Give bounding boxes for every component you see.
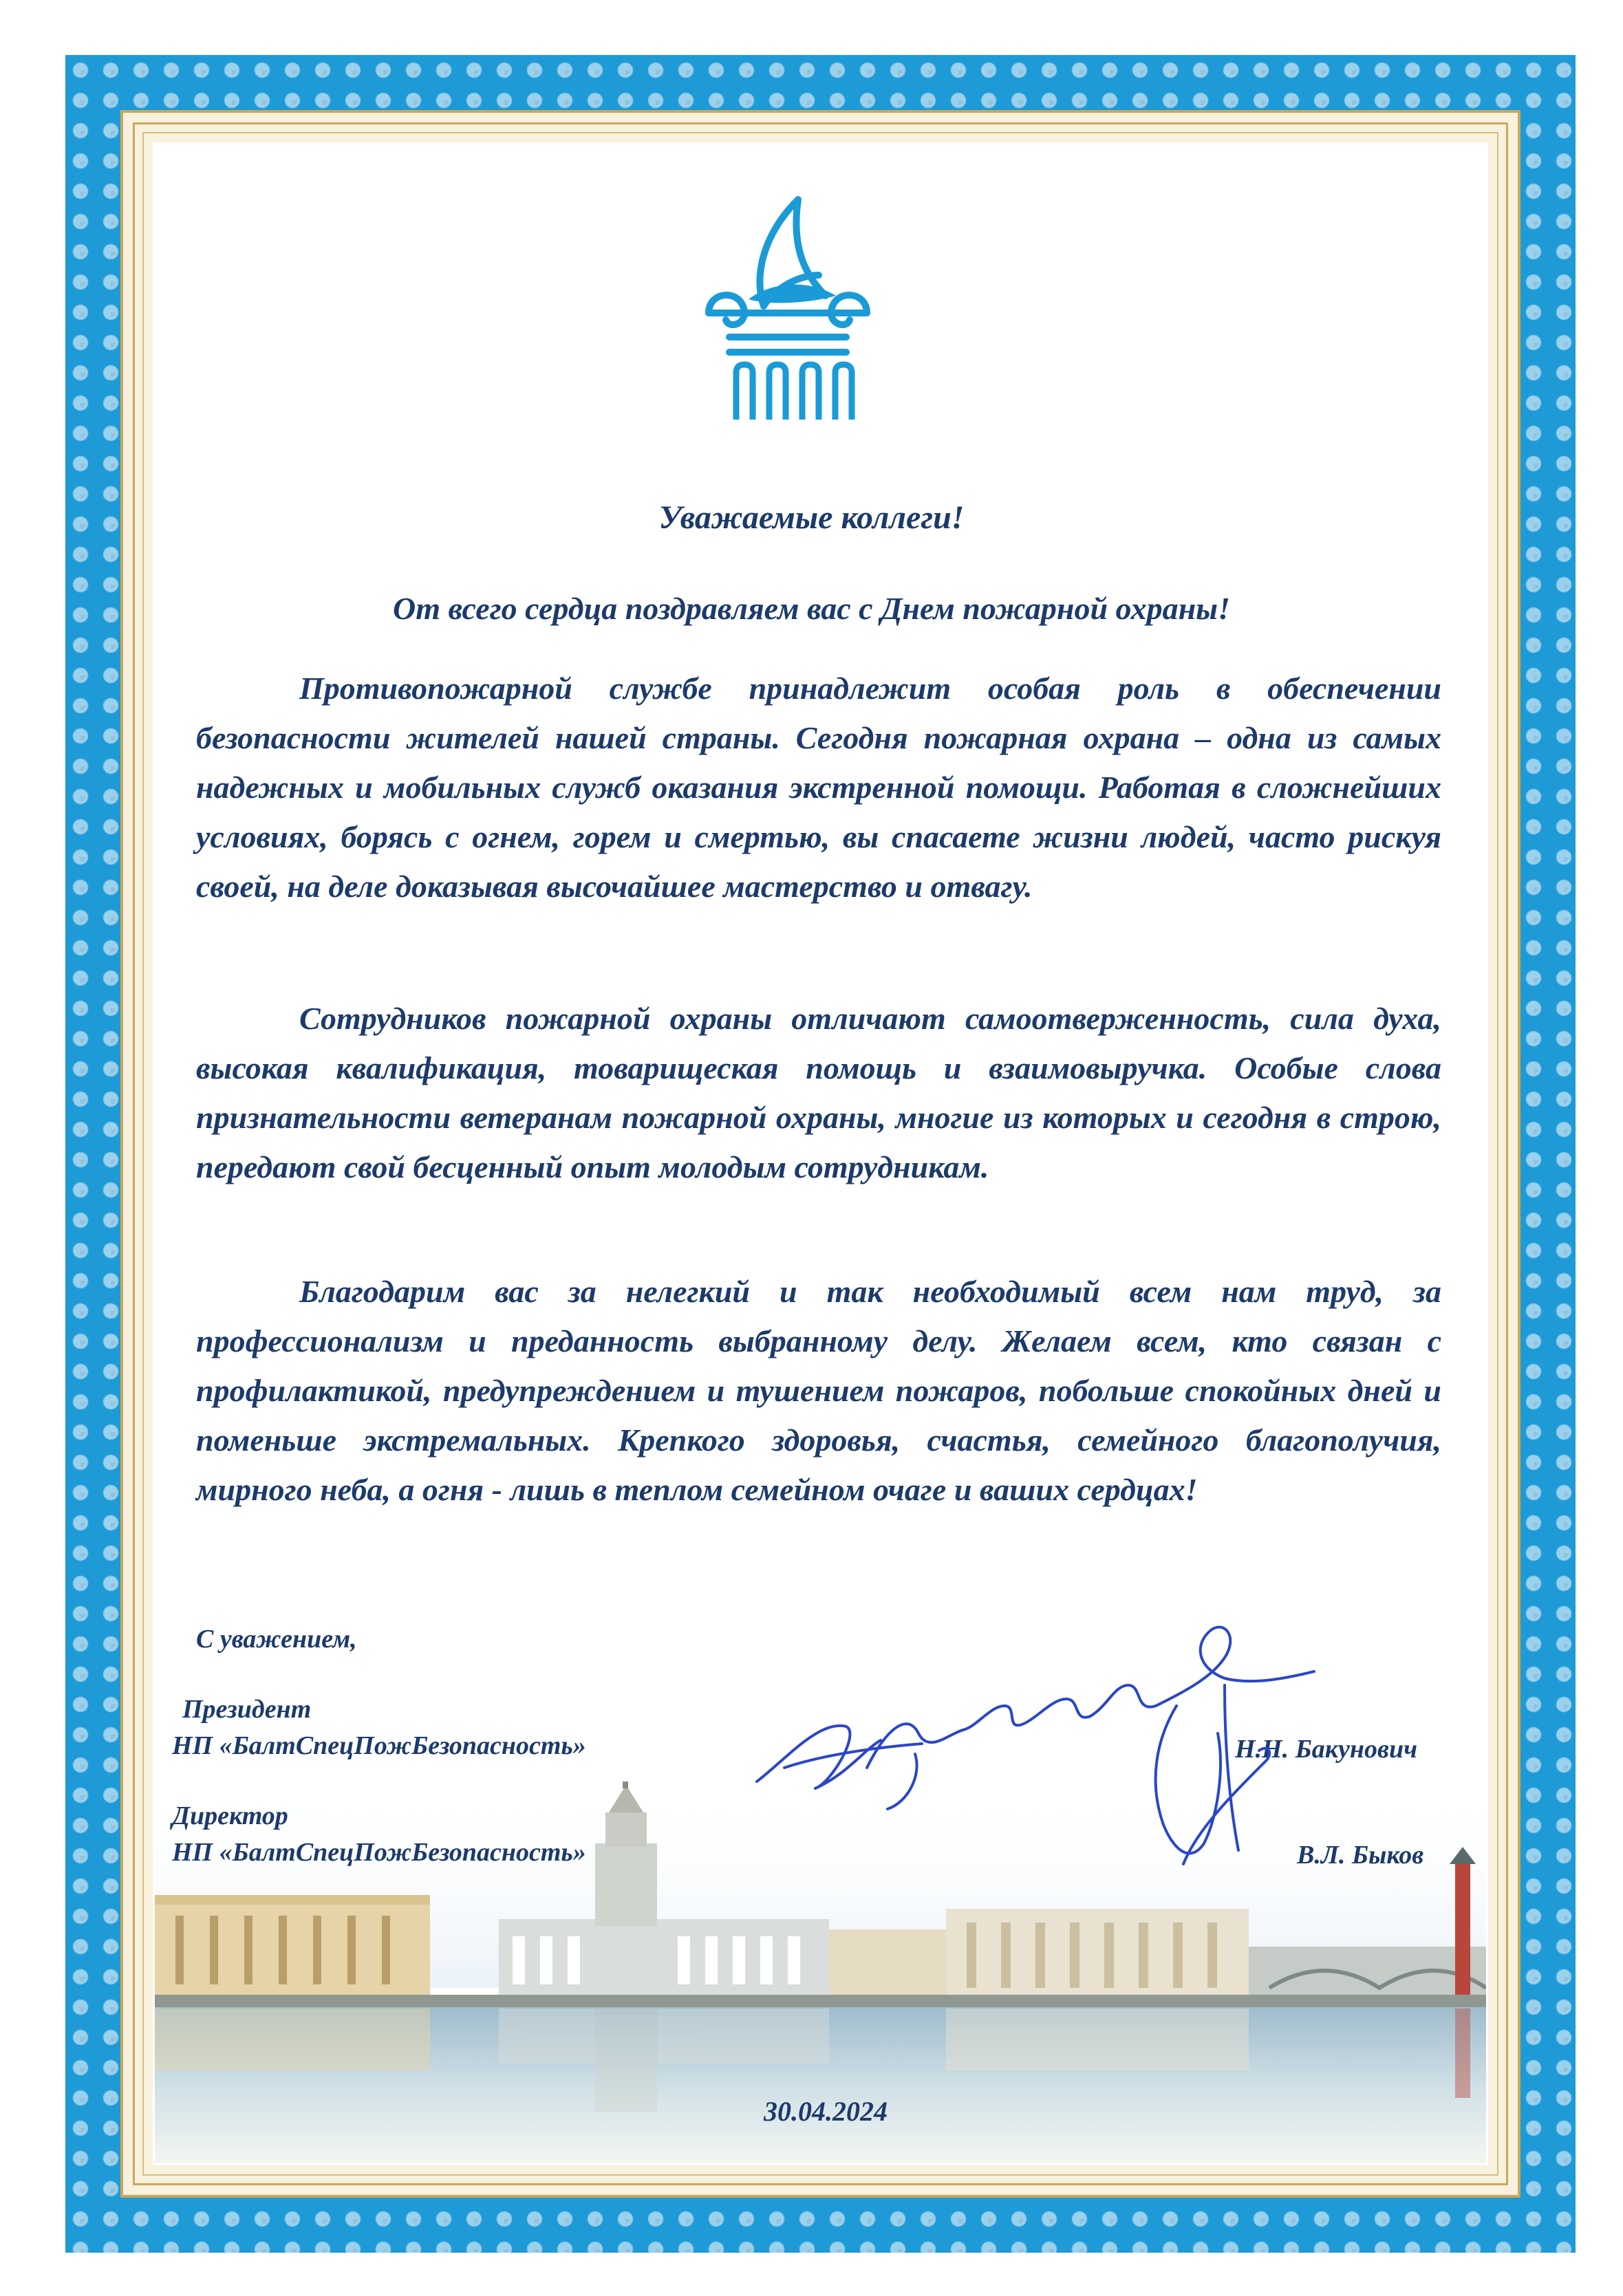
- director-title: Директор: [172, 1801, 288, 1830]
- quill-column-logo-icon: [688, 193, 888, 426]
- letter-paragraph: Благодарим вас за нелегкий и так необходимый всем нам труд, за профессионализм и преданность выбранному делу. Желаем всем, кто связан с профилактикой, предупреждением и тушением пожаров, побольше спокойных дней и поменьше экстремальных. Крепкого здоровья, счастья, семейного благополучия, мирного неба, а огня - лишь в теплом семейном очаге и ваших сердцах!: [196, 1274, 1441, 1507]
- president-organization: НП «БалтСпецПожБезопасность»: [172, 1731, 586, 1760]
- president-title: Президент: [182, 1695, 312, 1724]
- letter-paragraph: Противопожарной службе принадлежит особая роль в обеспечении безопасности жителей нашей страны. Сегодня пожарная охрана – одна из самых надежных и мобильных служб оказания экстренной помощи. Работая в сложнейших условиях, борясь с огнем, горем и смертью, вы спасаете жизни людей, часто рискуя своей, на деле доказывая высочайшее мастерство и отвагу.: [196, 671, 1441, 904]
- congratulation-headline: От всего сердца поздравляем вас с Днем пожарной охраны!: [393, 591, 1230, 626]
- president-signature: [757, 1627, 1314, 1809]
- letter-paragraph: Сотрудников пожарной охраны отличают самоотверженность, сила духа, высокая квалификация, товарищеская помощь и взаимовыручка. Особые слова признательности ветеранам пожарной охраны, многие из которых и сегодня в строю, передают свой бесценный опыт молодым сотрудникам.: [196, 1001, 1441, 1184]
- director-organization: НП «БалтСпецПожБезопасность»: [172, 1838, 586, 1867]
- greeting-heading: Уважаемые коллеги!: [658, 499, 965, 536]
- handwritten-signatures: [743, 1603, 1397, 1892]
- director-signature: [1156, 1685, 1270, 1864]
- closing-phrase: С уважением,: [196, 1625, 357, 1654]
- president-name: Н.Н. Бакунович: [1235, 1735, 1418, 1764]
- director-name: В.Л. Быков: [1297, 1841, 1424, 1870]
- letter-date: 30.04.2024: [764, 2096, 888, 2127]
